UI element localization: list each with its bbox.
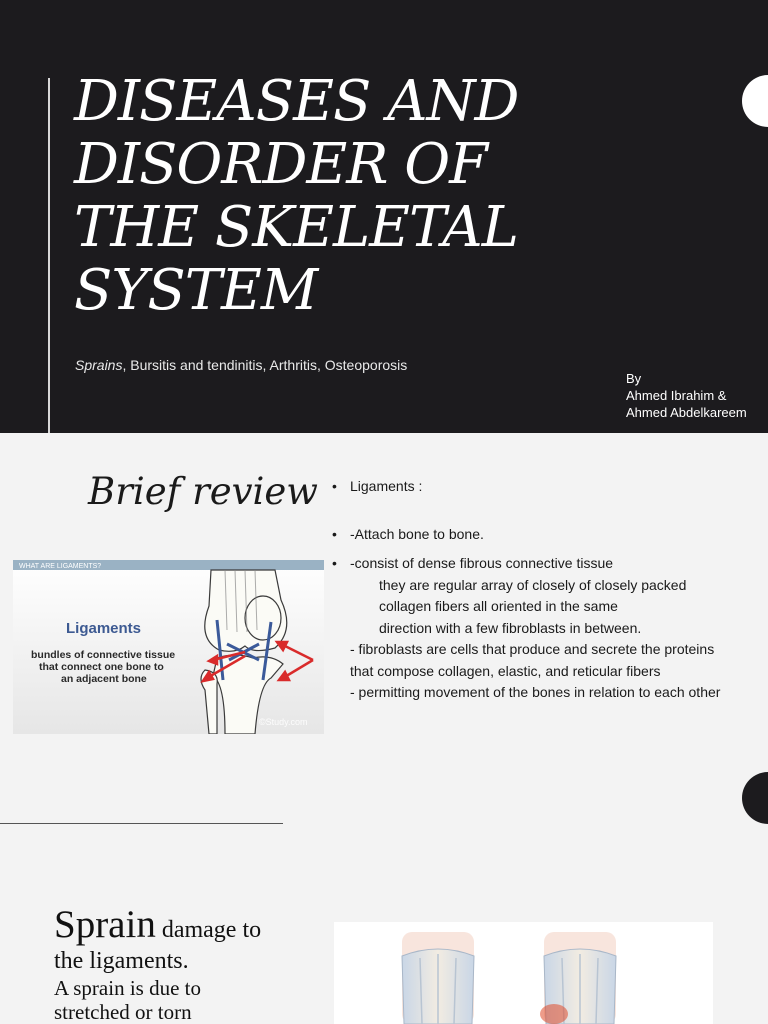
sprain-text: damage to xyxy=(155,917,262,943)
title-slide xyxy=(0,0,768,433)
vertical-divider xyxy=(48,78,50,433)
bullet-text: -Attach bone to bone. xyxy=(350,525,484,542)
bullet-text: Ligaments : xyxy=(350,478,423,494)
section-heading: Brief review xyxy=(88,470,318,513)
slide-subtitle xyxy=(75,357,407,373)
bullet-item xyxy=(332,476,722,498)
title-line: SYSTEM xyxy=(74,258,318,323)
title-line: THE SKELETAL xyxy=(74,195,518,260)
image-banner: WHAT ARE LIGAMENTS? xyxy=(19,563,102,570)
horizontal-divider xyxy=(0,823,283,824)
sprain-text: stretched or torn xyxy=(54,1000,192,1024)
image-caption-line: that connect one bone to xyxy=(39,661,164,673)
indented-line: collagen fibers all oriented in the same xyxy=(379,598,618,614)
bullet-dot: • xyxy=(332,555,337,571)
title-line: DISORDER OF xyxy=(74,132,487,197)
sprain-definition xyxy=(54,902,324,1024)
ankle-sprain-image xyxy=(334,922,713,1024)
bullet-list xyxy=(332,476,722,704)
decorative-circle xyxy=(742,772,768,824)
ligament-diagram-image xyxy=(13,560,324,734)
bullet-dot: • xyxy=(332,478,337,494)
subtitle-rest: , Bursitis and tendinitis, Arthritis, Osteoporosis xyxy=(122,357,408,373)
bullet-text: -consist of dense fibrous connective tissue xyxy=(350,555,614,571)
bullet-dot: • xyxy=(332,525,337,542)
paragraph: - fibroblasts are cells that produce and secrete the proteins that compose collagen, elastic, and reticular fibers xyxy=(350,641,715,679)
subtitle-italic: Sprains xyxy=(75,357,123,373)
author-line: By xyxy=(626,371,642,386)
title-line: DISEASES AND xyxy=(74,69,519,134)
bullet-item xyxy=(332,524,722,546)
author-line: Ahmed Ibrahim & xyxy=(626,388,727,403)
sprain-text: the ligaments. xyxy=(54,948,189,974)
indented-line: they are regular array of closely of closely packed xyxy=(379,576,687,593)
sprain-text: A sprain is due to xyxy=(54,976,201,1000)
image-caption-line: bundles of connective tissue xyxy=(31,649,176,661)
image-watermark: ©Study.com xyxy=(259,717,308,727)
slide-title xyxy=(74,70,594,322)
author-line: Ahmed Abdelkareem xyxy=(626,405,747,420)
image-title: Ligaments xyxy=(66,620,142,637)
paragraph: - permitting movement of the bones in relation to each other xyxy=(350,684,721,700)
image-caption-line: an adjacent bone xyxy=(61,673,147,685)
authors-block xyxy=(626,370,747,421)
bullet-item xyxy=(332,553,722,575)
sprain-word: Sprain xyxy=(54,903,156,946)
indented-line: direction with a few fibroblasts in between. xyxy=(379,619,642,636)
